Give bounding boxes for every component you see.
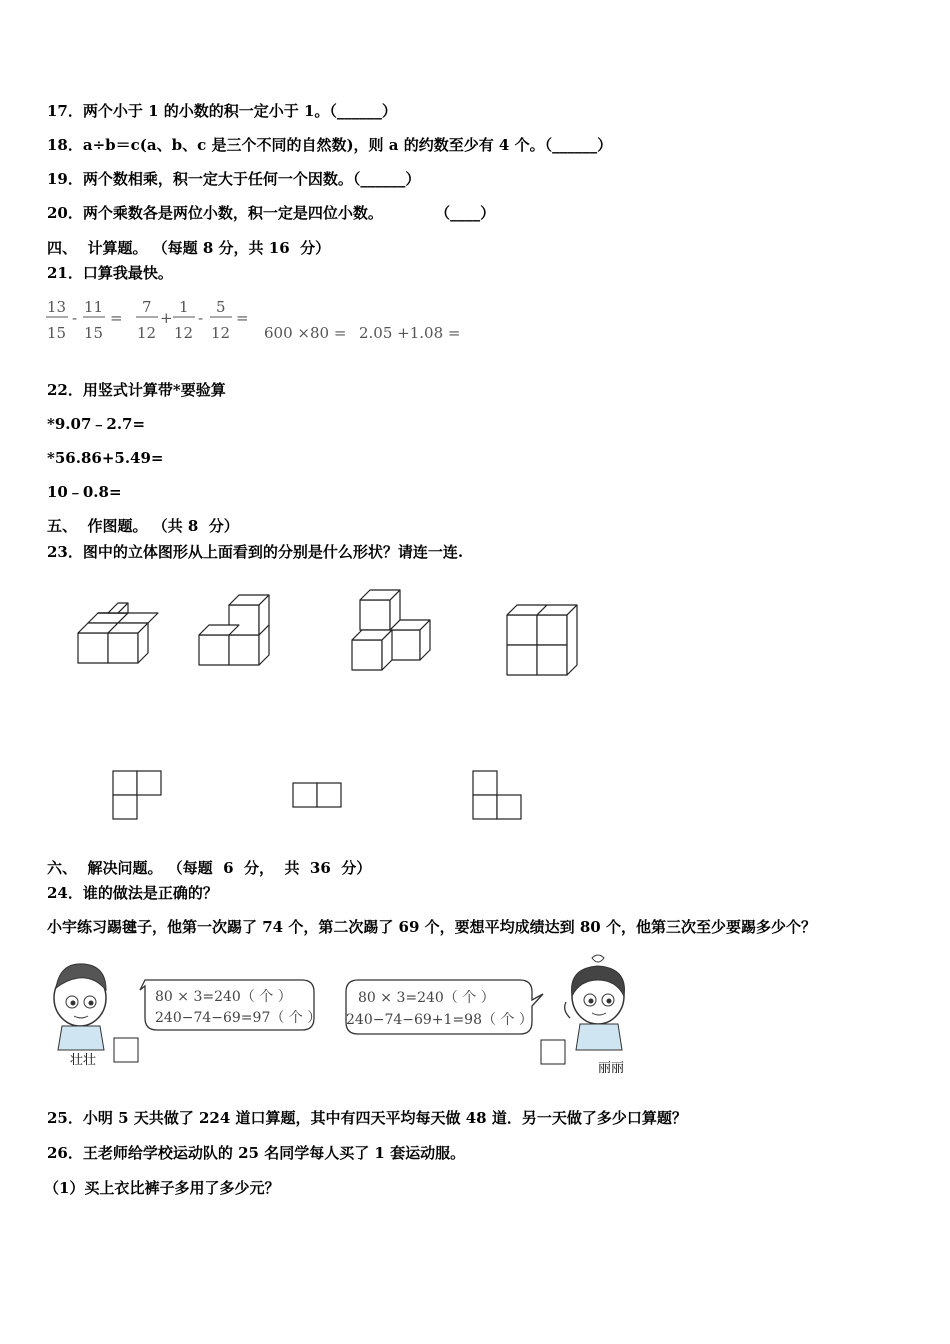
solid-figure-3 (352, 590, 430, 670)
fraction-13-denominator: 15 (47, 324, 67, 342)
question-20: 20．两个乘数各是两位小数，积一定是四位小数。 （____） (47, 204, 496, 222)
bubble-left-line1: 80 × 3=240（ 个 ） (155, 989, 292, 1005)
question-26-part-1: （1）买上衣比裤子多用了多少元？ (44, 1179, 280, 1197)
answer-box-left (114, 1038, 138, 1062)
vertical-calc-1: *9.07﹣2.7= (47, 415, 146, 433)
vertical-calc-2: *56.86+5.49= (47, 449, 164, 467)
bubble-left-line2: 240−74−69=97（ 个 ） (155, 1010, 322, 1026)
bubble-right-line2: 240−74−69+1=98（ 个 ） (346, 1012, 533, 1028)
question-26: 26．王老师给学校运动队的 25 名同学每人买了 1 套运动服。 (47, 1144, 466, 1162)
fraction-11-denominator: 15 (84, 324, 104, 342)
vertical-calc-3: 10﹣0.8= (47, 483, 122, 501)
name-zhuangzhuang: 壮壮 (70, 1053, 97, 1068)
solid-figure-1 (78, 603, 158, 663)
mental-math-expressions (46, 298, 486, 348)
boy-zhuangzhuang-illustration (54, 964, 106, 1050)
fraction-5-numerator: 5 (216, 298, 226, 316)
solid-figure-2 (199, 595, 269, 665)
equals-sign-2: = (236, 309, 249, 327)
top-view-1 (113, 771, 161, 819)
question-24-text: 小宇练习踢毽子，他第一次踢了 74 个，第二次踢了 69 个，要想平均成绩达到 80 个，他第三次至少要踢多少个？ (47, 918, 816, 936)
solid-figure-4 (507, 605, 577, 675)
expression-600x80: 600 ×80 = (264, 324, 347, 342)
question-17: 17．两个小于 1 的小数的积一定小于 1。（______） (47, 102, 397, 120)
section-6-title: 六、 解决问题。 （每题 6 分， 共 36 分） (47, 859, 372, 877)
name-lili: 丽丽 (598, 1061, 625, 1075)
question-22: 22．用竖式计算带*要验算 (47, 381, 226, 399)
minus-sign: - (72, 309, 78, 327)
fraction-1-numerator: 1 (179, 298, 189, 316)
top-view-3 (473, 771, 521, 819)
question-24: 24．谁的做法是正确的？ (47, 884, 218, 902)
question-18: 18．a÷b＝c(a、b、c 是三个不同的自然数)，则 a 的约数至少有 4 个。（______） (47, 136, 613, 154)
comparison-illustration (48, 950, 648, 1075)
question-25: 25．小明 5 天共做了 224 道口算题，其中有四天平均每天做 48 道．另一天做了多少口算题？ (47, 1109, 687, 1127)
fraction-7-numerator: 7 (142, 298, 152, 316)
solid-figures (70, 585, 600, 685)
plus-sign: + (160, 309, 173, 327)
answer-box-right (541, 1040, 565, 1064)
top-view-shapes (105, 765, 535, 825)
girl-lili-illustration (565, 955, 625, 1050)
fraction-11-numerator: 11 (84, 298, 104, 316)
top-view-2 (293, 783, 341, 807)
bubble-right-line1: 80 × 3=240（ 个 ） (358, 990, 495, 1006)
fraction-7-denominator: 12 (137, 324, 157, 342)
question-19: 19．两个数相乘，积一定大于任何一个因数。（______） (47, 170, 421, 188)
fraction-5-denominator: 12 (211, 324, 231, 342)
fraction-1-denominator: 12 (174, 324, 194, 342)
minus-sign-2: - (198, 309, 204, 327)
question-23: 23．图中的立体图形从上面看到的分别是什么形状？请连一连. (47, 543, 464, 561)
question-21: 21．口算我最快。 (47, 264, 173, 282)
expression-2-05-plus-1-08: 2.05 +1.08 = (359, 324, 461, 342)
equals-sign: = (110, 309, 123, 327)
fraction-13-numerator: 13 (47, 298, 67, 316)
section-5-title: 五、 作图题。 （共 8 分） (47, 517, 239, 535)
section-4-title: 四、 计算题。 （每题 8 分，共 16 分） (47, 239, 331, 257)
